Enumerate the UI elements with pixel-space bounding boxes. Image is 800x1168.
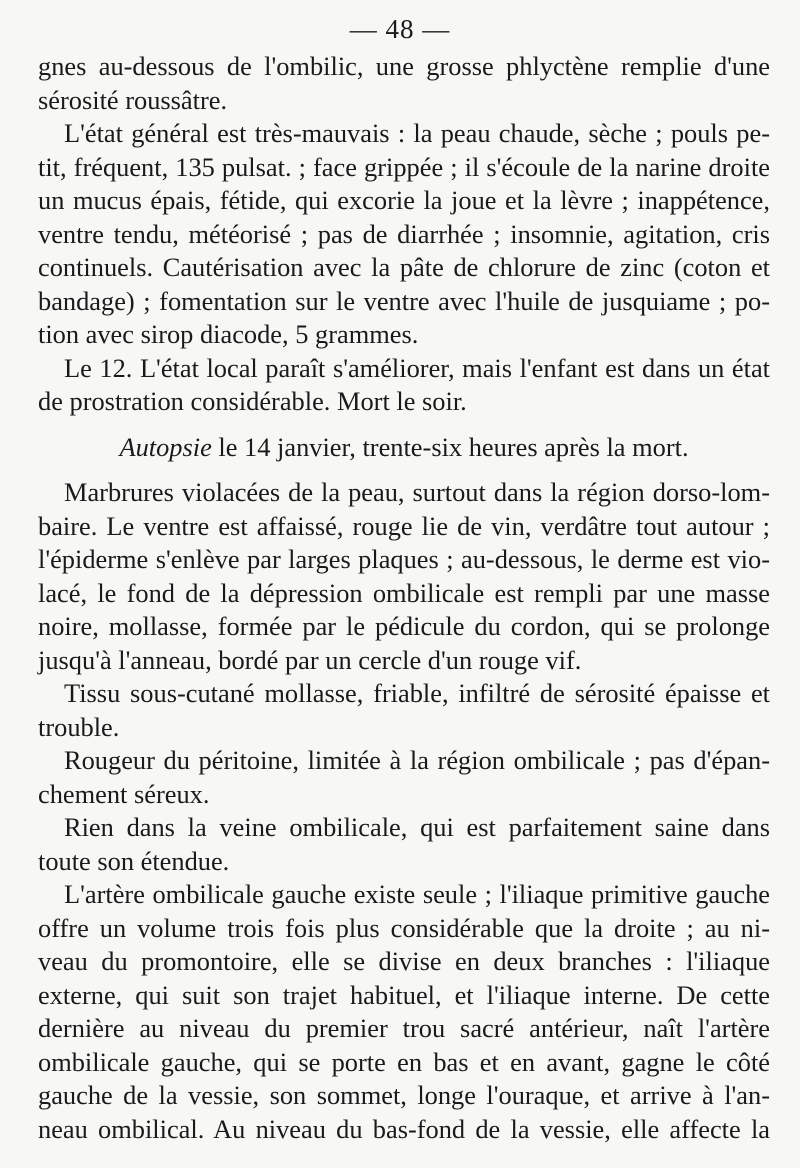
text-line: baire. Le ventre est affaissé, rouge lie de vin, verdâtre tout autour ; (38, 510, 770, 541)
autopsy-heading (38, 431, 770, 465)
paragraph-peritoneum (38, 744, 770, 811)
text-line: Tissu sous-cutané mollasse, friable, infiltré de sérosité épaisse et (64, 678, 770, 708)
text-line: sérosité roussâtre. (38, 84, 228, 115)
text-line: trouble. (38, 711, 120, 742)
text-line: toute son étendue. (38, 845, 230, 876)
paragraph-skin (38, 476, 770, 677)
text-line: neau ombilical. Au niveau du bas-fond de la vessie, elle affecte la (38, 1113, 770, 1144)
text-line: chement séreux. (38, 778, 210, 809)
text-line: Rougeur du péritoine, limitée à la région ombilicale ; pas d'épan- (64, 745, 770, 775)
page-number: — 48 — (349, 14, 451, 44)
text-line: gauche de la vessie, son sommet, longe l'ouraque, et arrive à l'an- (38, 1080, 770, 1110)
text-line: veau du promontoire, elle se divise en deux branches : l'iliaque (38, 946, 770, 976)
text-line: l'épiderme s'enlève par larges plaques ; au-dessous, le derme est vio- (38, 544, 770, 574)
text-line: offre un volume trois fois plus considérable que la droite ; au ni- (38, 912, 770, 943)
page-body (38, 50, 770, 1146)
text-line: L'état général est très-mauvais : la peau chaude, sèche ; pouls pe- (64, 118, 770, 148)
paragraph-vein (38, 811, 770, 878)
text-line: bandage) ; fomentation sur le ventre avec l'huile de jusquiame ; po- (38, 285, 770, 316)
autopsy-heading-rest: le 14 janvier, trente-six heures après la mort. (211, 431, 689, 462)
paragraph-tissue (38, 677, 770, 744)
text-line: ventre tendu, météorisé ; pas de diarrhée ; insomnie, agitation, cris (38, 218, 770, 249)
text-line: ombilicale gauche, qui se porte en bas et en avant, gagne le côté (38, 1046, 770, 1077)
paragraph-day-12 (38, 352, 770, 419)
paragraph-continuation (38, 50, 770, 117)
paragraph-artery (38, 878, 770, 1146)
text-line: tit, fréquent, 135 pulsat. ; face grippée ; il s'écoule de la narine droite (38, 151, 770, 182)
text-line: lacé, le fond de la dépression ombilicale est rempli par une masse (38, 577, 770, 608)
text-line: noire, mollasse, formée par le pédicule du cordon, qui se prolonge (38, 611, 770, 641)
text-line: Rien dans la veine ombilicale, qui est parfaitement saine dans (64, 812, 770, 842)
text-line: Le 12. L'état local paraît s'améliorer, mais l'enfant est dans un état (64, 352, 770, 383)
text-line: externe, qui suit son trajet habituel, et l'iliaque interne. De cette (38, 979, 770, 1010)
text-line: tion avec sirop diacode, 5 grammes. (38, 319, 419, 349)
text-line: de prostration considérable. Mort le soir. (38, 386, 467, 416)
autopsy-heading-italic: Autopsie (119, 431, 212, 462)
text-line: L'artère ombilicale gauche existe seule ; l'iliaque primitive gauche (64, 879, 770, 909)
text-line: Marbrures violacées de la peau, surtout dans la région dorso-lom- (64, 477, 770, 507)
text-line: gnes au-dessous de l'ombilic, une grosse phlyctène remplie d'une (38, 51, 770, 81)
text-line: un mucus épais, fétide, qui excorie la joue et la lèvre ; inappétence, (38, 185, 770, 215)
text-line: dernière au niveau du premier trou sacré antérieur, naît l'artère (38, 1013, 770, 1043)
text-line: continuels. Cautérisation avec la pâte de chlorure de zinc (coton et (38, 252, 770, 282)
text-line: jusqu'à l'anneau, bordé par un cercle d'un rouge vif. (38, 644, 582, 675)
paragraph-general-state (38, 117, 770, 352)
